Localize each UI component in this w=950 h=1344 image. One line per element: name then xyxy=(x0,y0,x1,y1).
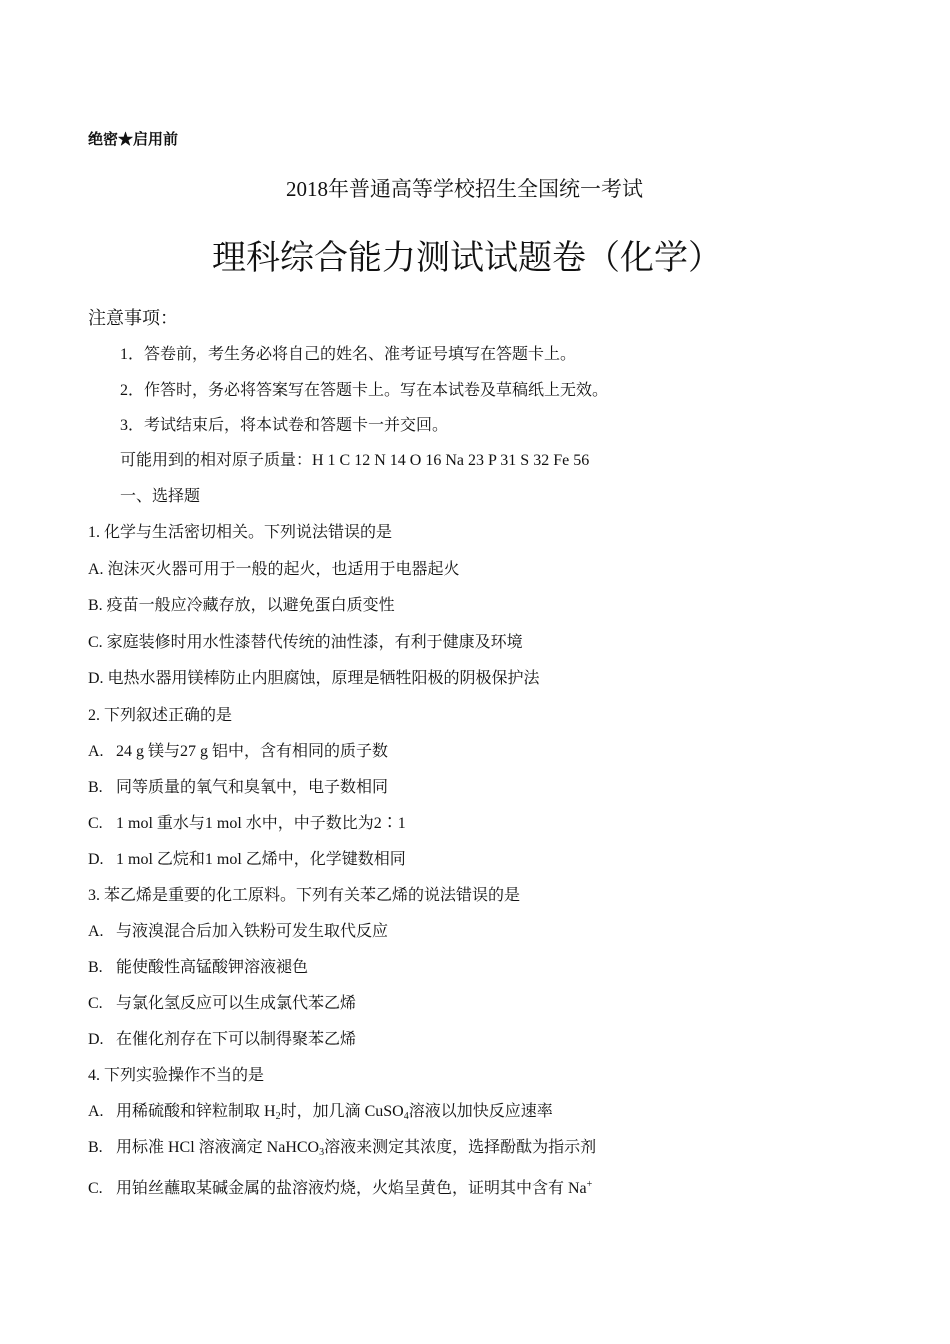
option: C. 家庭装修时用水性漆替代传统的油性漆，有利于健康及环境 xyxy=(88,634,523,651)
superscript: + xyxy=(586,1179,593,1190)
option-text: 与液溴混合后加入铁粉可发生取代反应 xyxy=(116,923,389,940)
page-title: 理科综合能力测试试题卷（化学） xyxy=(212,239,722,277)
option-key: D. xyxy=(88,851,104,868)
option-text: 时，加几滴 CuSO xyxy=(280,1103,404,1120)
option-text: 1 mol 重水与1 mol 水中，中子数比为2∶1 xyxy=(116,815,406,832)
option-text: 在催化剂存在下可以制得聚苯乙烯 xyxy=(116,1031,357,1048)
option xyxy=(88,958,308,978)
option: D. 电热水器用镁棒防止内胆腐蚀，原理是牺牲阳极的阴极保护法 xyxy=(88,670,540,687)
option-key: B. xyxy=(88,1139,103,1156)
option: B. 疫苗一般应冷藏存放，以避免蛋白质变性 xyxy=(88,597,395,614)
confidential-label: 绝密★启用前 xyxy=(88,131,179,148)
option-key: D. xyxy=(88,1031,104,1048)
option xyxy=(88,922,388,942)
subscript: 4 xyxy=(403,1111,409,1122)
option xyxy=(88,814,406,834)
subscript: 2 xyxy=(275,1111,281,1122)
option-text: 1 mol 乙烷和1 mol 乙烯中，化学键数相同 xyxy=(116,851,406,868)
option-key: A. xyxy=(88,1103,104,1120)
option-text: 用稀硫酸和锌粒制取 H xyxy=(116,1103,276,1120)
option-text: 溶液以加快反应速率 xyxy=(408,1103,553,1120)
question-stem: 1. 化学与生活密切相关。下列说法错误的是 xyxy=(88,524,393,541)
option xyxy=(88,994,356,1014)
option-key: A. xyxy=(88,743,104,760)
atomic-masses: 可能用到的相对原子质量：H 1 C 12 N 14 O 16 Na 23 P 31 S 32 Fe 56 xyxy=(120,452,590,469)
option-text: 溶液来测定其浓度，选择酚酞为指示剂 xyxy=(324,1139,597,1156)
option xyxy=(88,742,388,762)
section-heading: 一、选择题 xyxy=(120,488,201,505)
subscript: 3 xyxy=(319,1147,325,1158)
option-text: 24 g 镁与27 g 铝中，含有相同的质子数 xyxy=(116,743,389,760)
question-stem: 2. 下列叙述正确的是 xyxy=(88,707,233,724)
option-key: A. xyxy=(88,923,104,940)
option-key: C. xyxy=(88,815,103,832)
option-key: C. xyxy=(88,1180,103,1197)
option: A. 泡沫灭火器可用于一般的起火，也适用于电器起火 xyxy=(88,561,460,578)
note-item: 1．答卷前，考生务必将自己的姓名、准考证号填写在答题卡上。 xyxy=(120,346,577,363)
exam-subtitle: 2018年普通高等学校招生全国统一考试 xyxy=(286,177,643,201)
option xyxy=(88,1102,553,1127)
note-item: 2．作答时，务必将答案写在答题卡上。写在本试卷及草稿纸上无效。 xyxy=(120,382,609,399)
option-text: 与氯化氢反应可以生成氯代苯乙烯 xyxy=(116,995,357,1012)
notes-heading: 注意事项： xyxy=(88,308,178,328)
option-key: B. xyxy=(88,959,103,976)
option xyxy=(88,1138,596,1163)
note-item: 3．考试结束后，将本试卷和答题卡一并交回。 xyxy=(120,417,449,434)
option-text: 用标准 HCl 溶液滴定 NaHCO xyxy=(116,1139,320,1156)
question-stem: 4. 下列实验操作不当的是 xyxy=(88,1067,265,1084)
option xyxy=(88,1030,356,1050)
option-text: 同等质量的氧气和臭氧中，电子数相同 xyxy=(116,779,389,796)
option-text: 用铂丝蘸取某碱金属的盐溶液灼烧，火焰呈黄色，证明其中含有 Na xyxy=(116,1180,587,1197)
option-text: 能使酸性高锰酸钾溶液褪色 xyxy=(116,959,309,976)
option xyxy=(88,778,388,798)
question-stem: 3. 苯乙烯是重要的化工原料。下列有关苯乙烯的说法错误的是 xyxy=(88,887,521,904)
option xyxy=(88,1175,592,1199)
option-key: B. xyxy=(88,779,103,796)
option-key: C. xyxy=(88,995,103,1012)
option xyxy=(88,850,406,870)
